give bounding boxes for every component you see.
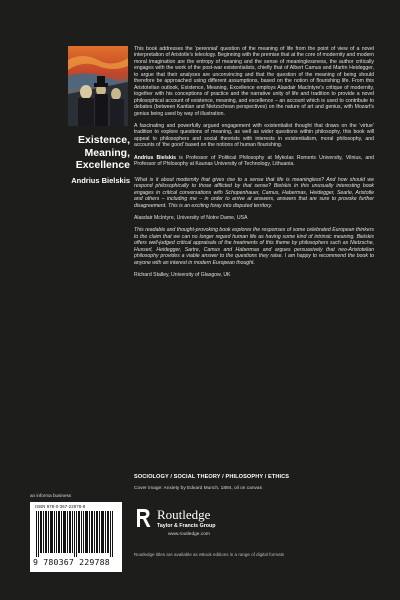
- isbn-label: ISBN 978-0-367-22978-8: [35, 504, 86, 509]
- blurb-paragraph: This book addresses the ‘perennial’ question of the meaning of life from the point of view of a novel interpretation of Aristotle’s teleology. Beginning with the premise that at the core of modernity and modern moral imagination are the entropy of meaning and the sense of meaninglessness, the author critically engages with the work of the post-war existentialists, chiefly that of Albert Camus and Martin Heidegger, to argue that their analyses are unconvincing and that the question of the meaning of being should therefore be approached using different assumptions, based on the notion of flourishing life. From this Aristotelian outlook, Existence, Meaning, Excellence employs Alasdair MacIntyre’s critique of modernity, together with his conceptions of practice and the narrative unity of life and tradition to provide a novel philosophical account of existence, meaning, and excellence – an account which is used to contribute to debates (between Kantian and Nietzschean perspectives) on the nature of art and genius, with Mozart’s genius being used by way of illustration.: [134, 46, 374, 117]
- blurb-column: [134, 46, 374, 285]
- author-bio-text: is Professor of Political Philosophy at Mykolas Romeris University, Vilnius, and Professor of Philosophy at Kaunas University of Technology, Lithuania.: [134, 154, 374, 168]
- barcode-bars: [36, 511, 116, 557]
- publisher-block: [134, 505, 334, 545]
- book-title-line: Meaning,: [84, 146, 130, 159]
- routledge-logo-icon: [134, 507, 152, 534]
- book-title-line: Existence,: [78, 134, 130, 146]
- subject-categories: SOCIOLOGY / SOCIAL THEORY / PHILOSOPHY / ETHICS: [134, 474, 290, 480]
- book-title-line: Excellence: [75, 159, 130, 171]
- review-quote: This readable and thought-provoking book explores the responses of some celebrated European thinkers to the claim that we can no longer regard human life as having some kind of intrinsic meaning. Bielskis offers well-judged critical appraisals of the treatments of this theme by philosophers such as Nietzsche, Husserl, Heidegger, Sartre, Camus and Habermas and argues persuasively that neo-Aristotelian philosophy provides a viable answer to the questions they raise. I am happy to recommend the book to anyone with an interest in modern European thought.: [134, 227, 374, 266]
- barcode: [30, 502, 122, 572]
- publisher-name: Routledge: [157, 507, 211, 522]
- ebook-note: Routledge titles are available as eBook editions in a range of digital formats: [134, 552, 285, 557]
- review-attribution: Alasdair McIntyre, University of Notre Dame, USA: [134, 214, 248, 221]
- publisher-url: www.routledge.com: [168, 532, 210, 537]
- book-title: [60, 134, 130, 172]
- title-block: [60, 134, 130, 185]
- imprint-line: an informa business: [30, 493, 72, 498]
- publisher-group: Taylor & Francis Group: [157, 523, 216, 529]
- author-bio: [134, 155, 374, 168]
- review-attribution: Richard Stalley, University of Glasgow, UK: [134, 272, 231, 279]
- isbn-digits: 9 780367 229788: [33, 557, 110, 567]
- blurb-paragraph: A fascinating and powerfully argued engagement with existentialist thought that draws on the ‘virtue’ tradition to explore questions of meaning, as well as wider questions within philosophy, this book will appeal to philosophers and social theorists with interests in existentialism, moral philosophy, and accounts of ‘the good’ based on the notions of human flourishing.: [134, 122, 374, 149]
- cover-art-image: [68, 46, 128, 126]
- book-author: Andrius Bielskis: [71, 175, 130, 185]
- author-bio-name: Andrius Bielskis: [134, 154, 176, 161]
- review-quote: ‘What is it about modernity that gives rise to a sense that life is meaningless? And how should we respond philosophically to those afflicted by that sense? Bielskis in this unusually interesting book engages in critical conversations with Schopenhauer, Camus, Habermas, Heidegger, Searle, Aristotle and others – including me – in order to arrive at answers, answers that are sure to provoke further disagreement. This is an exciting foray into disputed territory.: [134, 176, 374, 209]
- cover-credit: Cover image: Anxiety by Edvard Munch, 1894, oil on canvas: [134, 486, 262, 491]
